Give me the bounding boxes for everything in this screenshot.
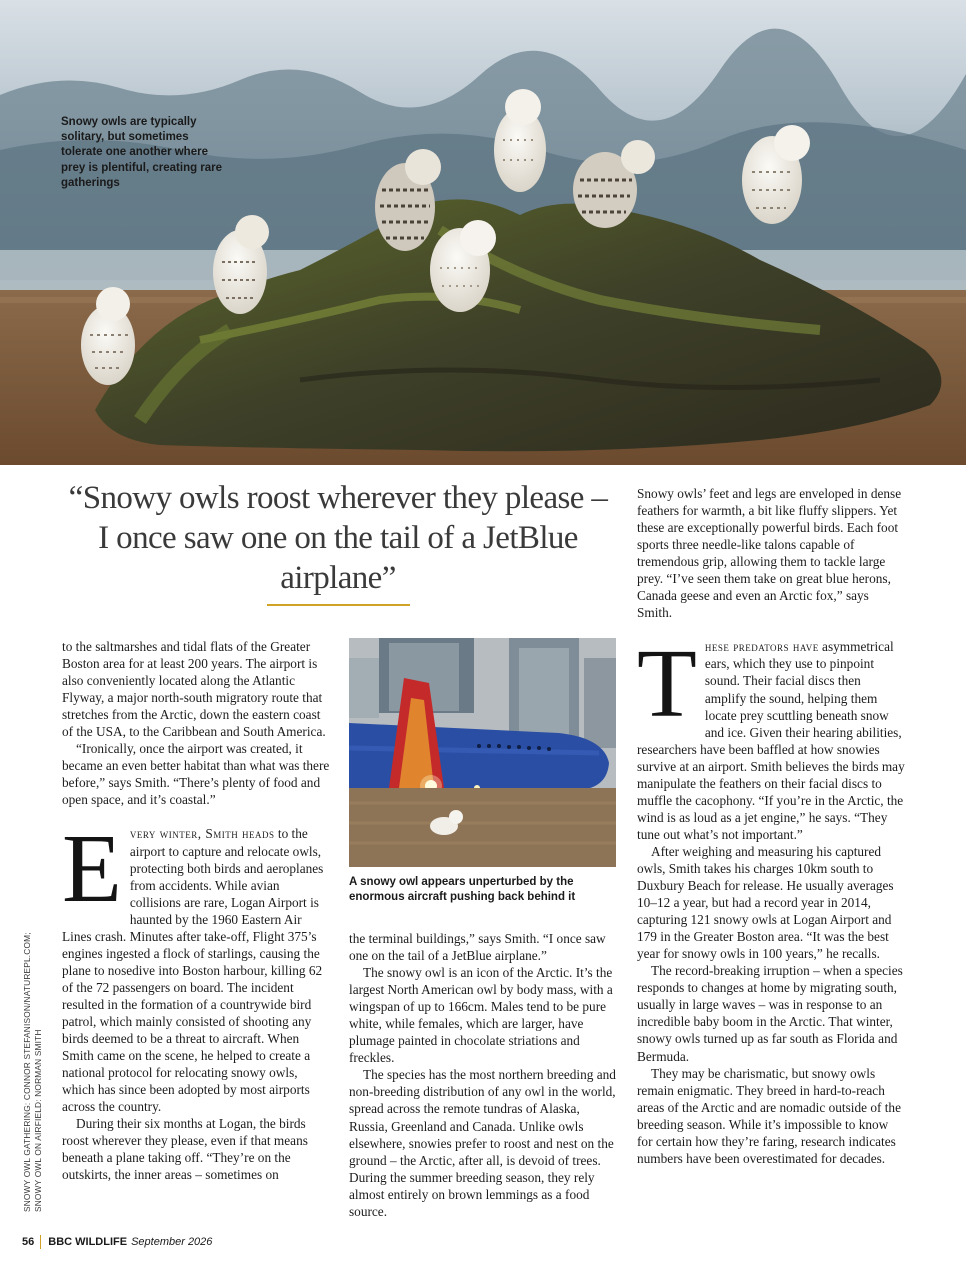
hero-caption: Snowy owls are typically solitary, but sometimes tolerate one another where prey is plentiful, creating rare gatherings	[61, 116, 223, 189]
paragraph: The record-breaking irruption – when a species responds to changes at home by migrating south, usually in large waves – was in response to an incredible baby boom in the Arctic. That winter, snowy owls turned up as far south as Florida and Bermuda.	[637, 963, 903, 1064]
column-3	[637, 485, 905, 1167]
paragraph: During their six months at Logan, the birds roost wherever they please, even if that means beneath a plane taking off. “They’re on the outskirts, the inner areas – sometimes on	[62, 1116, 308, 1183]
paragraph: The species has the most northern breeding and non-breeding distribution of any owl in the world, spread across the remote tundras of Alaska, Russia, Greenland and Canada. Unlike owls elsewhere, snowies prefer to roost and nest on the ground – the Arctic, after all, is devoid of trees. During the summer breeding season, they rely almost entirely on brown lemmings as a food source.	[349, 1067, 616, 1219]
drop-cap: T	[637, 630, 697, 739]
pull-quote: “Snowy owls roost wherever they please – I once saw one on the tail of a JetBlue airplane”	[68, 480, 608, 596]
hero-photo	[0, 0, 966, 465]
issue-date: September 2026	[131, 1236, 213, 1248]
airfield-photo	[349, 638, 616, 867]
footer-divider	[40, 1235, 41, 1249]
lead-in: hese predators have	[704, 639, 819, 655]
snowy-owls-gathering-image	[0, 0, 966, 465]
column-2	[349, 930, 616, 1220]
magazine-name: BBC WILDLIFE	[48, 1236, 128, 1248]
page-number: 56	[22, 1236, 35, 1248]
paragraph: The snowy owl is an icon of the Arctic. It’s the largest North American owl by body mass, with a wingspan of up to 166cm. Males tend to be pure white, while females, which are larger, have plumage painted in chocolate striations and freckles.	[349, 965, 613, 1066]
airfield-photo-caption: A snowy owl appears unperturbed by the enormous aircraft pushing back behind it	[349, 876, 576, 903]
paragraph: the terminal buildings,” says Smith. “I once saw one on the tail of a JetBlue airplane.”	[349, 931, 606, 964]
drop-cap: E	[62, 815, 122, 924]
owl-on-airfield-image	[349, 638, 616, 867]
credit-line-2: SNOWY OWL ON AIRFIELD: NORMAN SMITH	[32, 1029, 43, 1212]
drop-cap-paragraph	[62, 815, 330, 1115]
pull-quote-rule	[267, 604, 410, 606]
paragraph: Snowy owls’ feet and legs are enveloped in dense feathers for warmth, a bit like fluffy slippers. Yet these are exceptionally powerful birds. Each foot sports three needle-like talons capable of tremendous grip, allowing them to tackle large prey. “I’ve seen them take on great blue herons, Canada geese and even an Arctic fox,” says Smith.	[637, 486, 902, 621]
paragraph-text: asymmetrical ears, which they use to pinpoint sound. Their facial discs then amplify the sound, helping them locate prey scuttling beneath snow and ice. Given their hearing abilities, researchers have been baffled at how snowies survive at an airport. Smith believes the birds may manipulate the feathers on their facial discs to muffle the cacophony. “If you’re in the Arctic, the wind is as loud as a jet engine,” he says. “They tune out what’s not important.”	[637, 639, 905, 842]
photo-credit	[22, 912, 62, 1212]
page-footer	[22, 1235, 212, 1249]
paragraph: After weighing and measuring his captured owls, Smith takes his charges 10km south to Duxbury Beach for release. He usually averages 10–12 a year, but had a record year in 2014, capturing 121 snowy owls at Logan Airport and 179 in the Greater Boston area. “It was the best year for snowy owls in 100 years,” he recalls.	[637, 843, 894, 962]
drop-cap-paragraph	[637, 630, 905, 843]
paragraph: to the saltmarshes and tidal flats of the Greater Boston area for at least 200 years. The airport is also conveniently located along the Atlantic Flyway, a major north-south migratory route that stretches from the Arctic, down the eastern coast of the USA, to the Caribbean and South America.	[62, 639, 326, 740]
column-1	[62, 638, 330, 1183]
credit-line-1: SNOWY OWL GATHERING: CONNOR STEFANISON/NATUREPL.COM;	[22, 932, 32, 1212]
paragraph-text: to the airport to capture and relocate owls, protecting both birds and aeroplanes from accidents. While avian collisions are rare, Logan Airport is haunted by the 1960 Eastern Air Lines crash. Minutes after take-off, Flight 375’s engines ingested a flock of starlings, causing the plane to nosedive into Boston harbour, killing 62 of the 72 passengers on board. The incident resulted in the formation of a countrywide bird patrol, which mainly consisted of shooting any birds deemed to be a threat to aircraft. When Smith came on the scene, he helped to create a national protocol for relocating snowy owls, which has since been adopted by most airports across the country.	[62, 826, 324, 1115]
paragraph: “Ironically, once the airport was created, it became an even better habitat than what was there before,” says Smith. “There’s plenty of food and open space, and it’s coastal.”	[62, 741, 330, 808]
paragraph: They may be charismatic, but snowy owls remain enigmatic. They breed in hard-to-reach areas of the Arctic and are nomadic outside of the breeding season. While it’s impossible to know for certain how they’re faring, research indicates numbers have been overestimated for decades.	[637, 1065, 901, 1166]
lead-in: very winter, Smith heads	[129, 826, 275, 842]
